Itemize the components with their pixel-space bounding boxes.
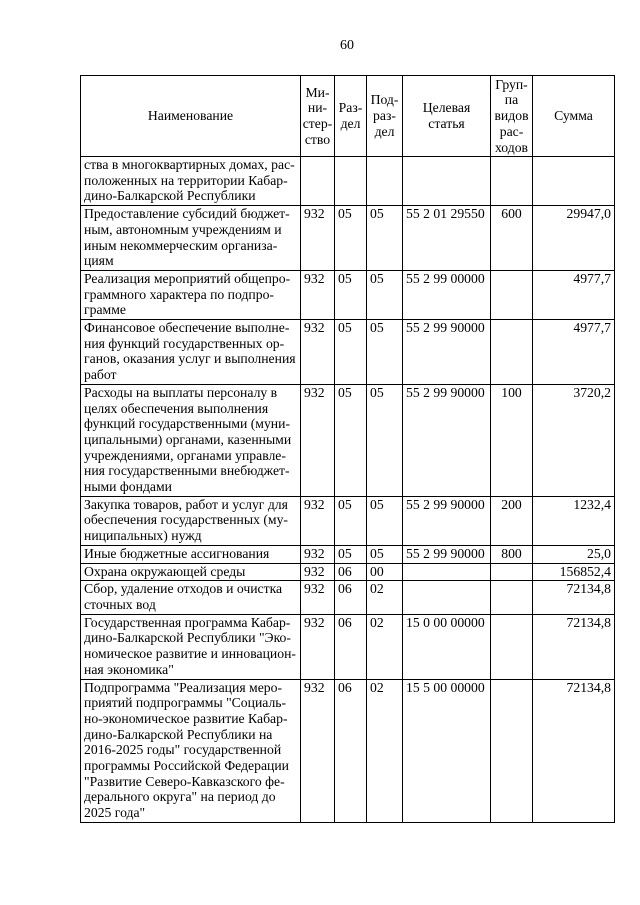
- row-section: 05: [335, 206, 367, 271]
- row-subsection: 02: [367, 614, 403, 679]
- row-target: [403, 581, 491, 614]
- row-name: Охрана окружающей среды: [81, 563, 301, 581]
- row-sum: 4977,7: [533, 320, 615, 385]
- header-name: Наименование: [81, 76, 301, 157]
- row-subsection: 05: [367, 270, 403, 319]
- row-subsection: 05: [367, 496, 403, 545]
- row-subsection: 05: [367, 384, 403, 496]
- row-sum: 156852,4: [533, 563, 615, 581]
- row-ministry: 932: [301, 496, 335, 545]
- row-target: [403, 157, 491, 206]
- row-group: [491, 581, 533, 614]
- row-section: 05: [335, 496, 367, 545]
- row-section: 05: [335, 545, 367, 563]
- row-target: 55 2 01 29550: [403, 206, 491, 271]
- row-section: 05: [335, 320, 367, 385]
- row-name: Иные бюджетные ассигнования: [81, 545, 301, 563]
- table-row: [81, 270, 615, 319]
- table-row: [81, 384, 615, 496]
- row-sum: 3720,2: [533, 384, 615, 496]
- row-sum: 25,0: [533, 545, 615, 563]
- row-group: 200: [491, 496, 533, 545]
- row-name: Закупка товаров, работ и услуг для обеспечения государственных (му- ниципальных) нужд: [81, 496, 301, 545]
- header-target: Целевая статья: [403, 76, 491, 157]
- row-group: 100: [491, 384, 533, 496]
- row-name: Расходы на выплаты персоналу в целях обеспечения выполнения функций государственными (муни- ципальными) органами, казенными учреждениями, органами управле- ния государственными внебюджет- ными фондами: [81, 384, 301, 496]
- row-name: Финансовое обеспечение выполне- ния функций государственных ор- ганов, оказания услуг и выполнения работ: [81, 320, 301, 385]
- row-ministry: 932: [301, 563, 335, 581]
- row-ministry: 932: [301, 679, 335, 822]
- row-name: ства в многоквартирных домах, рас- положенных на территории Кабар- дино-Балкарской Республики: [81, 157, 301, 206]
- row-group: [491, 320, 533, 385]
- row-name: Государственная программа Кабар- дино-Балкарской Республики "Эко- номическое развитие и инновацион- ная экономика": [81, 614, 301, 679]
- row-section: [335, 157, 367, 206]
- row-subsection: 00: [367, 563, 403, 581]
- row-group: [491, 157, 533, 206]
- table-row: [81, 320, 615, 385]
- row-section: 06: [335, 581, 367, 614]
- row-target: 15 0 00 00000: [403, 614, 491, 679]
- row-section: 05: [335, 270, 367, 319]
- header-group: Груп- па видов рас- ходов: [491, 76, 533, 157]
- row-subsection: 05: [367, 206, 403, 271]
- row-ministry: 932: [301, 270, 335, 319]
- table-row: [81, 496, 615, 545]
- row-section: 06: [335, 614, 367, 679]
- row-group: [491, 270, 533, 319]
- row-subsection: 02: [367, 581, 403, 614]
- table-row: [81, 563, 615, 581]
- row-group: 600: [491, 206, 533, 271]
- table-row: [81, 206, 615, 271]
- row-subsection: 05: [367, 545, 403, 563]
- table-row: [81, 679, 615, 822]
- row-name: Сбор, удаление отходов и очистка сточных вод: [81, 581, 301, 614]
- row-ministry: [301, 157, 335, 206]
- row-target: 55 2 99 90000: [403, 384, 491, 496]
- row-target: 55 2 99 00000: [403, 270, 491, 319]
- row-ministry: 932: [301, 320, 335, 385]
- page-number: 60: [340, 38, 354, 53]
- header-ministry: Ми- ни- стер- ство: [301, 76, 335, 157]
- row-section: 06: [335, 679, 367, 822]
- row-sum: 1232,4: [533, 496, 615, 545]
- row-sum: 72134,8: [533, 614, 615, 679]
- row-sum: 4977,7: [533, 270, 615, 319]
- row-target: 55 2 99 90000: [403, 320, 491, 385]
- row-section: 06: [335, 563, 367, 581]
- row-group: [491, 679, 533, 822]
- header-subsection: Под- раз- дел: [367, 76, 403, 157]
- row-group: 800: [491, 545, 533, 563]
- row-ministry: 932: [301, 384, 335, 496]
- row-ministry: 932: [301, 545, 335, 563]
- table-row: [81, 545, 615, 563]
- row-sum: 72134,8: [533, 679, 615, 822]
- budget-table: [80, 75, 615, 823]
- row-group: [491, 614, 533, 679]
- row-target: 55 2 99 90000: [403, 545, 491, 563]
- row-ministry: 932: [301, 581, 335, 614]
- table-header-row: [81, 76, 615, 157]
- header-sum: Сумма: [533, 76, 615, 157]
- row-sum: 29947,0: [533, 206, 615, 271]
- row-name: Предоставление субсидий бюджет- ным, автономным учреждениям и иным некоммерческим организа- циям: [81, 206, 301, 271]
- row-ministry: 932: [301, 206, 335, 271]
- row-target: 55 2 99 90000: [403, 496, 491, 545]
- row-subsection: [367, 157, 403, 206]
- row-subsection: 05: [367, 320, 403, 385]
- table-row: [81, 157, 615, 206]
- row-target: [403, 563, 491, 581]
- row-target: 15 5 00 00000: [403, 679, 491, 822]
- row-name: Реализация мероприятий общепро- граммного характера по подпро- грамме: [81, 270, 301, 319]
- row-section: 05: [335, 384, 367, 496]
- table-row: [81, 581, 615, 614]
- header-section: Раз- дел: [335, 76, 367, 157]
- row-group: [491, 563, 533, 581]
- row-sum: [533, 157, 615, 206]
- table-row: [81, 614, 615, 679]
- row-name: Подпрограмма "Реализация меро- приятий подпрограммы "Социаль- но-экономическое развитие Кабар- дино-Балкарской Республики на 2016-2025 годы" государственной программы Российской Федерации "Развитие Северо-Кавказского фе- дерального округа" на период до 2025 года": [81, 679, 301, 822]
- row-ministry: 932: [301, 614, 335, 679]
- row-sum: 72134,8: [533, 581, 615, 614]
- row-subsection: 02: [367, 679, 403, 822]
